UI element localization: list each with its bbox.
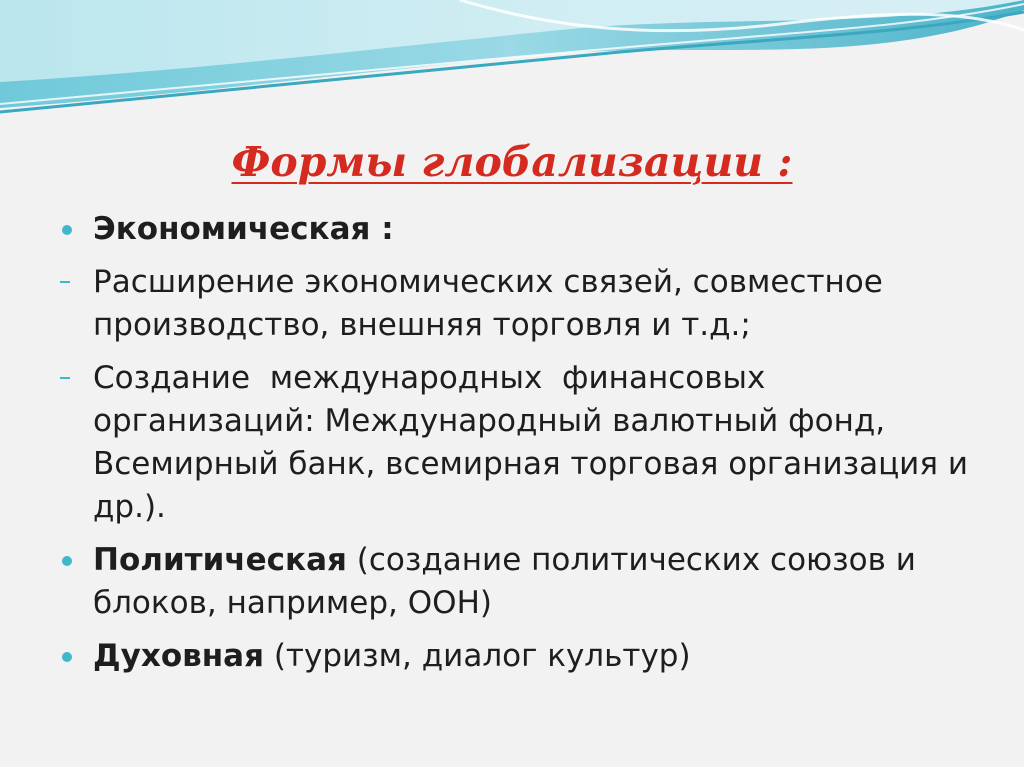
bullet-marker <box>60 208 88 251</box>
slide-title: Формы глобализации : <box>231 138 793 186</box>
item-heading: Политическая <box>93 542 347 578</box>
dash-item <box>60 261 990 347</box>
bullet-marker <box>60 539 88 582</box>
bullet-item <box>60 208 990 251</box>
bullet-list <box>60 208 990 688</box>
bullet-marker <box>60 635 88 678</box>
item-heading: Экономическая : <box>93 211 394 247</box>
dash-marker <box>60 261 88 304</box>
bullet-dot-icon <box>62 652 72 662</box>
item-heading: Духовная <box>93 638 264 674</box>
wave-header-decoration <box>0 0 1024 130</box>
item-text: Расширение экономических связей, совместное производство, внешняя торговля и т.д.; <box>93 264 893 343</box>
bullet-dot-icon <box>62 225 72 235</box>
item-text: (туризм, диалог культур) <box>263 638 691 674</box>
bullet-dot-icon <box>62 556 72 566</box>
bullet-item <box>60 539 990 625</box>
dash-icon <box>60 377 70 379</box>
item-text: Создание международных финансовых организаций: Международный валютный фонд, Всемирный банк, всемирная торговая организация и др.). <box>93 360 978 525</box>
dash-marker <box>60 357 88 400</box>
dash-icon <box>60 281 70 283</box>
item-text: (создание политических союзов и блоков, например, ООН) <box>93 542 926 621</box>
bullet-item <box>60 635 990 678</box>
dash-item <box>60 357 990 529</box>
